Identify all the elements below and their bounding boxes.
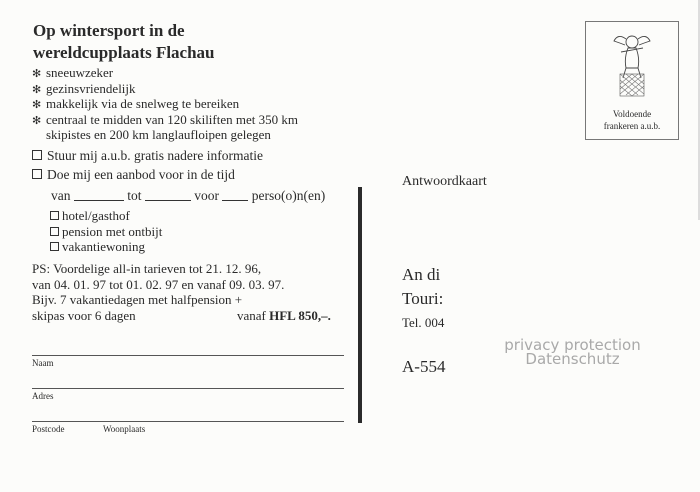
ps-note: PS: Voordelige all-in tarieven tot 21. 12. 96, van 04. 01. 97 tot 01. 02. 97 en vanaf 09. 03. 97. Bijv. 7 vakantiedagen met halfpension + skipas voor 6 dagen vanaf HFL 850,–. bbox=[32, 261, 331, 323]
snowflake-icon: ✻ bbox=[32, 68, 42, 80]
accommodation-option[interactable]: vakantiewoning bbox=[50, 239, 162, 255]
name-label: Naam bbox=[32, 358, 54, 368]
info-request-label: Stuur mij a.u.b. gratis nadere informatie bbox=[47, 148, 263, 163]
title-line-1: Op wintersport in de bbox=[33, 21, 185, 40]
postcode-city-line[interactable] bbox=[32, 421, 344, 422]
address-label: Adres bbox=[32, 391, 54, 401]
card-title bbox=[33, 20, 333, 64]
snowflake-icon: ✻ bbox=[32, 99, 42, 112]
stamp-text: Voldoende frankeren a.u.b. bbox=[603, 109, 661, 131]
accommodation-option[interactable]: pension met ontbijt bbox=[50, 224, 162, 240]
snowflake-icon: ✻ bbox=[32, 114, 42, 127]
date-range-row: van tot voor perso(o)n(en) bbox=[51, 188, 326, 203]
checkbox-icon[interactable] bbox=[32, 150, 42, 160]
to-date-blank[interactable] bbox=[145, 190, 191, 201]
postcode-label: Postcode bbox=[32, 424, 65, 434]
feature-list bbox=[32, 66, 298, 143]
privacy-watermark: privacy protection Datenschutz bbox=[504, 336, 641, 368]
feature-item: ✻ sneeuwzeker bbox=[32, 65, 114, 80]
checkbox-icon[interactable] bbox=[32, 169, 42, 179]
from-date-blank[interactable] bbox=[74, 190, 124, 201]
stamp-box bbox=[585, 21, 679, 140]
feature-item: ✻ gezinsvriendelijk bbox=[32, 80, 136, 96]
reply-card-label: Antwoordkaart bbox=[402, 174, 487, 189]
feature-item: ✻ makkelijk via de snelweg te bereiken bbox=[32, 96, 240, 112]
cherub-icon bbox=[612, 30, 652, 100]
recipient-address: An di Touri: Tel. 004 A-554 bbox=[402, 265, 446, 376]
offer-request-label: Doe mij een aanbod voor in de tijd bbox=[47, 167, 235, 182]
checkbox-icon[interactable] bbox=[50, 227, 59, 236]
checkbox-icon[interactable] bbox=[50, 242, 59, 251]
accommodation-options bbox=[50, 208, 162, 255]
feature-item-continued: skipistes en 200 km langlaufloipen gelegen bbox=[46, 127, 271, 143]
offer-request-option[interactable] bbox=[32, 167, 235, 183]
checkbox-icon[interactable] bbox=[50, 211, 59, 220]
feature-item: ✻ centraal te midden van 120 skiliften met 350 km bbox=[32, 111, 298, 127]
info-request-option[interactable] bbox=[32, 148, 263, 164]
title-line-2: wereldcupplaats Flachau bbox=[33, 43, 215, 62]
city-label: Woonplaats bbox=[103, 424, 146, 434]
persons-blank[interactable] bbox=[222, 190, 248, 201]
price-label: vanaf HFL 850,–. bbox=[237, 307, 331, 323]
name-line[interactable] bbox=[32, 355, 344, 356]
accommodation-option[interactable]: hotel/gasthof bbox=[50, 208, 162, 224]
address-line[interactable] bbox=[32, 388, 344, 389]
vertical-divider bbox=[358, 187, 362, 423]
snowflake-icon: ✻ bbox=[32, 83, 42, 96]
